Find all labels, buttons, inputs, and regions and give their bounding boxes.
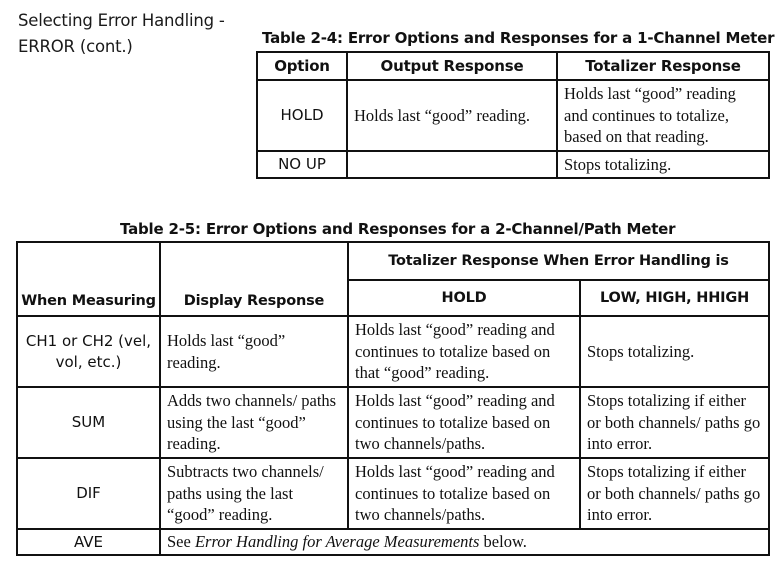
ave-note-reference: Error Handling for Average Measurements — [194, 532, 480, 552]
section-heading — [18, 8, 225, 60]
column-header-totalizer-response: Totalizer Response — [557, 52, 769, 80]
output-response-cell: Holds last “good” reading. — [347, 80, 557, 151]
table-row — [17, 458, 769, 529]
column-header-when-measuring: When Measuring — [17, 242, 160, 316]
ave-note-prefix: See — [167, 532, 195, 552]
measuring-cell: SUM — [17, 387, 160, 458]
measuring-cell: DIF — [17, 458, 160, 529]
hold-response-cell: Holds last “good” reading and continues to totalize based on two channels/paths. — [348, 458, 580, 529]
totalizer-response-cell: Stops totalizing. — [557, 151, 769, 179]
column-header-display-response: Display Response — [160, 242, 348, 316]
totalizer-response-cell: Holds last “good” reading and continues to totalize, based on that reading. — [557, 80, 769, 151]
ave-note-cell — [160, 529, 769, 555]
column-header-hold: HOLD — [348, 280, 580, 316]
column-group-header-totalizer: Totalizer Response When Error Handling is — [348, 242, 769, 280]
ave-note-suffix: below. — [479, 532, 527, 552]
table-row — [257, 80, 769, 151]
option-cell: HOLD — [257, 80, 347, 151]
table-2-4-caption: Table 2-4: Error Options and Responses for a 1-Channel Meter — [262, 29, 775, 47]
table-header-row — [257, 52, 769, 80]
table-row — [17, 316, 769, 387]
table-2-5-caption: Table 2-5: Error Options and Responses for a 2-Channel/Path Meter — [120, 220, 676, 238]
section-heading-line-1: Selecting Error Handling - — [18, 11, 225, 30]
display-response-cell: Holds last “good” reading. — [160, 316, 348, 387]
table-row — [257, 151, 769, 179]
low-high-response-cell: Stops totalizing. — [580, 316, 769, 387]
column-header-output-response: Output Response — [347, 52, 557, 80]
low-high-response-cell: Stops totalizing if either or both channels/ paths go into error. — [580, 387, 769, 458]
display-response-cell: Subtracts two channels/ paths using the last “good” reading. — [160, 458, 348, 529]
hold-response-cell: Holds last “good” reading and continues to totalize based on two channels/paths. — [348, 387, 580, 458]
table-row-ave — [17, 529, 769, 555]
table-2-4 — [256, 51, 770, 179]
measuring-cell: CH1 or CH2 (vel, vol, etc.) — [17, 316, 160, 387]
column-header-low-high-hhigh: LOW, HIGH, HHIGH — [580, 280, 769, 316]
table-2-5 — [16, 241, 770, 556]
column-header-option: Option — [257, 52, 347, 80]
low-high-response-cell: Stops totalizing if either or both channels/ paths go into error. — [580, 458, 769, 529]
section-heading-line-2: ERROR (cont.) — [18, 37, 133, 56]
table-header-row — [17, 242, 769, 280]
display-response-cell: Adds two channels/ paths using the last “good” reading. — [160, 387, 348, 458]
table-row — [17, 387, 769, 458]
measuring-cell: AVE — [17, 529, 160, 555]
output-response-cell — [347, 151, 557, 179]
option-cell: NO UP — [257, 151, 347, 179]
hold-response-cell: Holds last “good” reading and continues to totalize based on that “good” reading. — [348, 316, 580, 387]
